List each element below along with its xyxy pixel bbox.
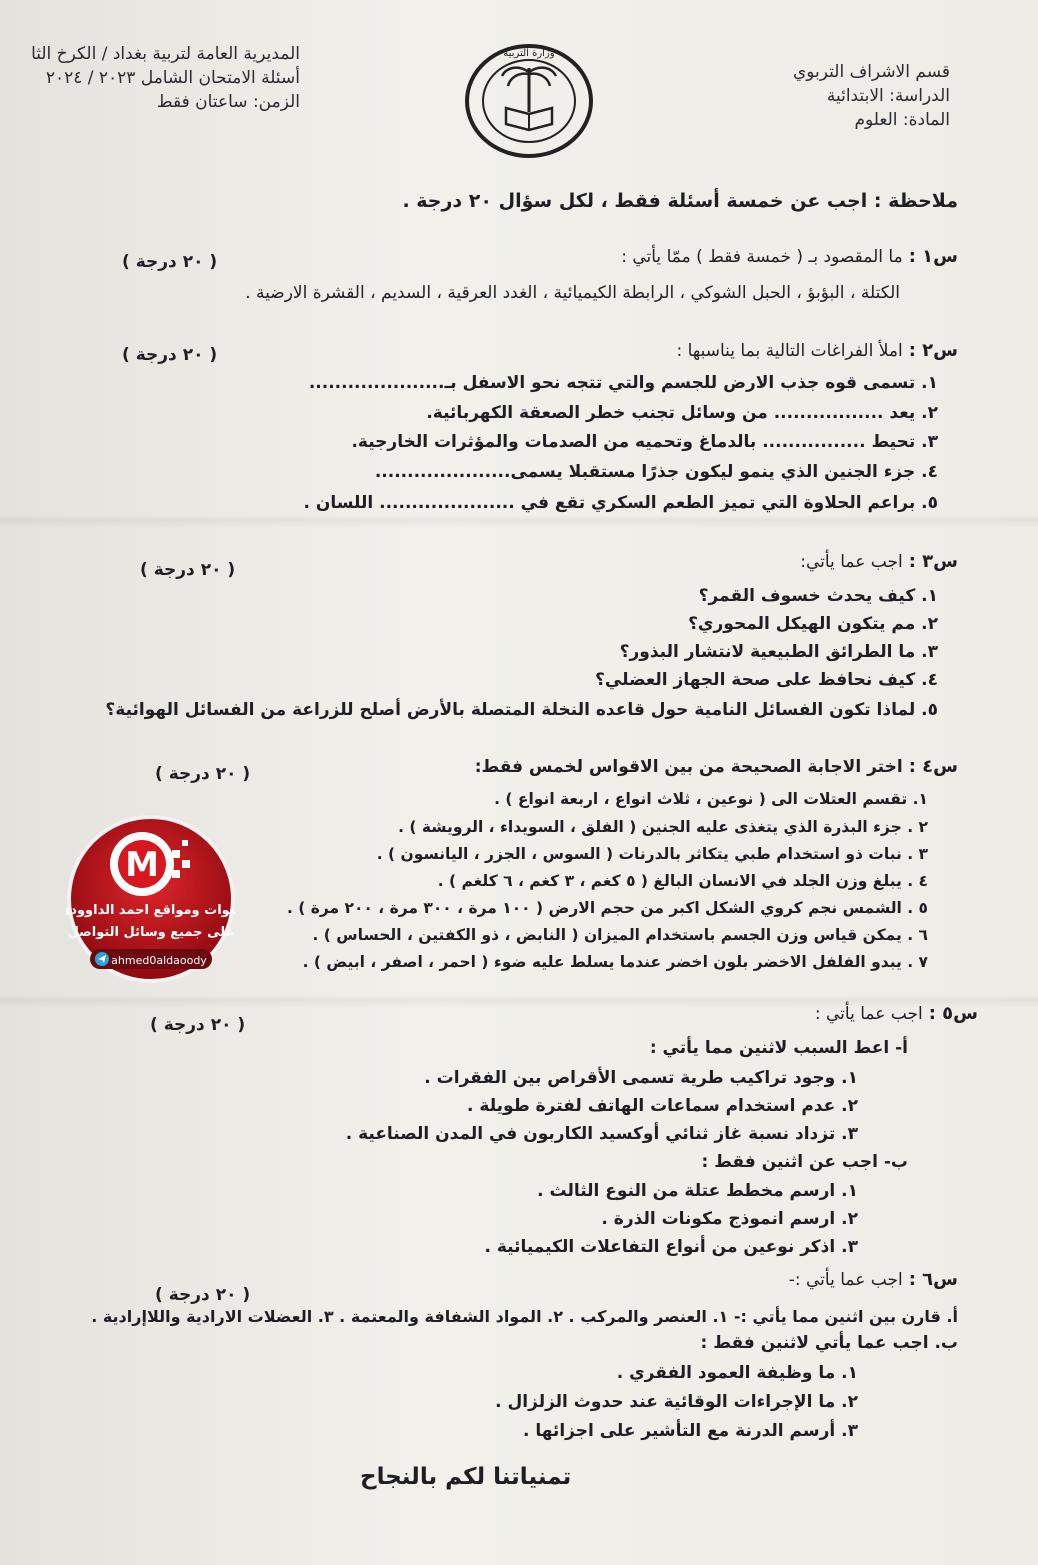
header-stage: الدراسة: الابتدائية: [826, 86, 950, 106]
q6-title: اجب عما يأتي :-: [788, 1270, 903, 1290]
logo-caption: وزارة التربية: [503, 48, 555, 59]
q5-a-item: ٣. تزداد نسبة غاز ثنائي أوكسيد الكاربون في المدن الصناعية .: [345, 1124, 858, 1144]
q2-heading: [676, 340, 958, 361]
header-subject: المادة: العلوم: [854, 110, 950, 130]
q3-item: ١. كيف يحدث خسوف القمر؟: [698, 586, 938, 606]
q5-grade: ( ٢٠ درجة ): [150, 1015, 246, 1035]
q4-title: اختر الاجابة الصحيحة من بين الاقواس لخمس فقط:: [474, 757, 903, 777]
q6-grade: ( ٢٠ درجة ): [155, 1285, 251, 1305]
q5-title: اجب عما يأتي :: [814, 1004, 923, 1024]
q2-item: ٣. تحيط ................ بالدماغ وتحميه من الصدمات والمؤثرات الخارجية.: [351, 432, 938, 452]
q5-heading: [815, 1003, 978, 1024]
q1-terms: الكتلة ، البؤبؤ ، الحبل الشوكي ، الرابطة الكيميائية ، الغدد العرقية ، السديم ، القشرة الارضية .: [245, 283, 900, 303]
q3-item: ٢. مم يتكون الهيكل المحوري؟: [688, 614, 938, 634]
q1-title: ما المقصود بـ ( خمسة فقط ) ممّا يأتي :: [621, 247, 903, 267]
q5-part-b-title: ب- اجب عن اثنين فقط :: [701, 1152, 908, 1172]
header-department: قسم الاشراف التربوي: [792, 62, 950, 82]
header-directorate: المديرية العامة لتربية بغداد / الكرخ الثا: [31, 44, 300, 64]
q5-a-item: ١. وجود تراكيب طرية تسمى الأقراص بين الفقرات .: [424, 1068, 858, 1088]
watermark-line1: قنوات ومواقع احمد الداوودي: [66, 903, 236, 918]
q2-item: ٥. براعم الحلاوة التي تميز الطعم السكري تقع في ..................... اللسان .: [303, 493, 938, 513]
q6-part-a: أ. قارن بين اثنين مما يأتي :- ١. العنصر والمركب . ٢. المواد الشفافة والمعتمة . ٣. العضلات الارادية واللاإرادية .: [91, 1307, 958, 1326]
q5-b-item: ١. ارسم مخطط عتلة من النوع الثالث .: [537, 1181, 858, 1201]
q3-grade: ( ٢٠ درجة ): [140, 560, 236, 580]
q4-item: ٦ . يمكن قياس وزن الجسم باستخدام الميزان ( النابض ، ذو الكفتين ، الحساس ) .: [312, 926, 928, 944]
q1-number: س١ :: [908, 246, 958, 267]
q5-b-item: ٢. ارسم انموذج مكونات الذرة .: [601, 1209, 858, 1229]
closing-wish: تمنياتنا لكم بالنجاح: [360, 1464, 572, 1490]
q2-number: س٢ :: [908, 340, 958, 361]
q2-title: املأ الفراغات التالية بما يناسبها :: [676, 341, 903, 361]
q4-item: ٤ . يبلغ وزن الجلد في الانسان البالغ ( ٥ كغم ، ٣ كغم ، ٦ كلغم ) .: [437, 872, 928, 890]
q1-grade: ( ٢٠ درجة ): [122, 252, 218, 272]
header-right: [793, 60, 950, 132]
q6-number: س٦ :: [908, 1269, 958, 1290]
q6-b-item: ٢. ما الإجراءات الوقائية عند حدوث الزلزال .: [495, 1392, 858, 1412]
q4-item: ٣ . نبات ذو استخدام طبي يتكاثر بالدرنات ( السوس ، الجزر ، اليانسون ) .: [376, 845, 928, 863]
watermark-line2: على جميع وسائل التواصل: [67, 925, 235, 940]
q6-part-b-title: ب. اجب عما يأتي لاثنين فقط :: [700, 1333, 958, 1353]
q1-heading: [621, 246, 958, 267]
header-exam-title: أسئلة الامتحان الشامل ٢٠٢٣ / ٢٠٢٤: [45, 68, 300, 88]
q3-item: ٥. لماذا تكون الفسائل النامية حول قاعده النخلة المتصلة بالأرض أصلح للزراعة من الفسائل الهوائية؟: [105, 700, 938, 720]
q2-item: ١. تسمى قوه جذب الارض للجسم والتي تتجه نحو الاسفل بـ.....................: [308, 373, 938, 393]
q4-item: ٧ . يبدو الفلفل الاخضر بلون اخضر عندما يسلط عليه ضوء ( احمر ، اصفر ، ابيض ) .: [302, 953, 928, 971]
q4-heading: [475, 756, 958, 777]
q3-title: اجب عما يأتي:: [800, 552, 903, 572]
q2-item: ٢. يعد ................. من وسائل تجنب خطر الصعقة الكهربائية.: [426, 403, 938, 423]
q2-item: ٤. جزء الجنين الذي ينمو ليكون جذرًا مستقبلا يسمى.....................: [374, 462, 938, 482]
q5-part-a-title: أ- اعط السبب لاثنين مما يأتي :: [649, 1038, 908, 1058]
q3-number: س٣ :: [908, 551, 958, 572]
q5-b-item: ٣. اذكر نوعين من أنواع التفاعلات الكيميائية .: [484, 1237, 858, 1257]
ministry-logo: [462, 42, 596, 160]
q2-grade: ( ٢٠ درجة ): [122, 345, 218, 365]
q4-grade: ( ٢٠ درجة ): [155, 764, 251, 784]
svg-text:M: M: [125, 845, 159, 885]
q4-number: س٤ :: [908, 756, 958, 777]
watermark-handle: ahmed0aldaoody: [111, 954, 207, 967]
q4-item: ١. تقسم العتلات الى ( نوعين ، ثلاث انواع ، اربعة انواع ) .: [494, 790, 928, 808]
q6-b-item: ١. ما وظيفة العمود الفقري .: [616, 1363, 858, 1383]
q3-item: ٣. ما الطرائق الطبيعية لانتشار البذور؟: [619, 642, 938, 662]
q6-b-item: ٣. أرسم الدرنة مع التأشير على اجزائها .: [522, 1421, 858, 1441]
q3-heading: [800, 551, 958, 572]
q6-heading: [789, 1269, 958, 1290]
exam-note: ملاحظة : اجب عن خمسة أسئلة فقط ، لكل سؤال ٢٠ درجة .: [402, 190, 958, 212]
channel-watermark: [66, 806, 236, 992]
q4-item: ٢ . جزء البذرة الذي يتغذى عليه الجنين ( الفلق ، السويداء ، الرويشة ) .: [398, 818, 928, 836]
q5-number: س٥ :: [928, 1003, 978, 1024]
q4-item: ٥ . الشمس نجم كروي الشكل اكبر من حجم الارض ( ١٠٠ مرة ، ٣٠٠ مرة ، ٢٠٠ مرة ) .: [286, 899, 928, 917]
q5-a-item: ٢. عدم استخدام سماعات الهاتف لفترة طويلة .: [467, 1096, 858, 1116]
header-left: [0, 42, 300, 114]
q3-item: ٤. كيف نحافظ على صحة الجهاز العضلي؟: [595, 670, 938, 690]
header-duration: الزمن: ساعتان فقط: [156, 92, 300, 112]
